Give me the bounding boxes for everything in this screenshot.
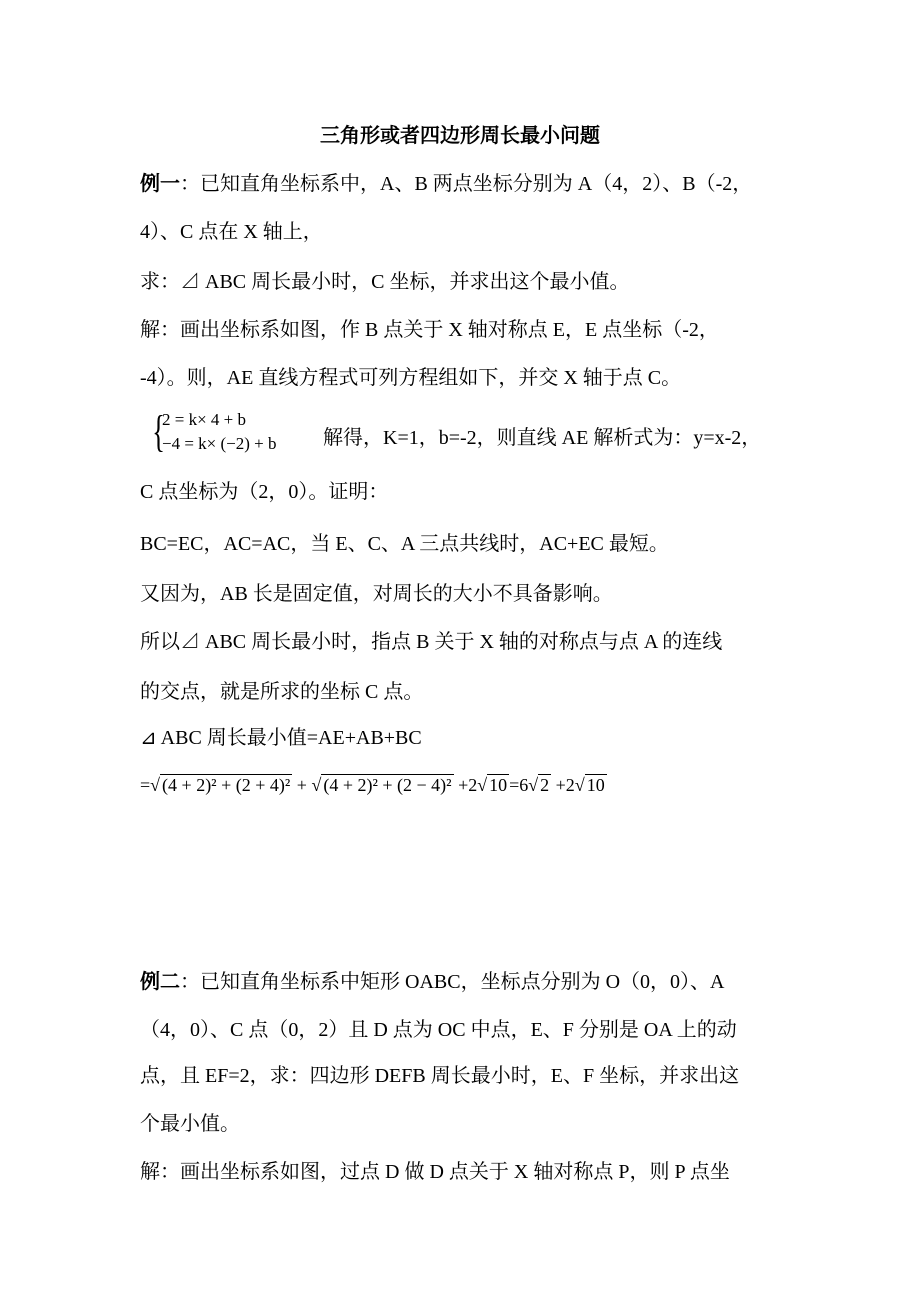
text: ：已知直角坐标系中矩形 OABC，坐标点分别为 O（0，0）、A [180, 971, 725, 993]
equation-system [148, 408, 277, 456]
text-line: 4）、C 点在 X 轴上， [140, 221, 323, 243]
example-label: 例一 [140, 173, 180, 195]
text-line: 个最小值。 [140, 1113, 240, 1135]
radicand: 10 [489, 775, 508, 795]
radicand: 10 [586, 775, 605, 795]
text-line: 又因为，AB 长是固定值，对周长的大小不具备影响。 [140, 583, 613, 605]
text: ：已知直角坐标系中，A、B 两点坐标分别为 A（4，2）、B（-2， [180, 173, 753, 195]
equation-1: 2 = k× 4 + b [162, 410, 247, 429]
f: =6 [509, 775, 529, 795]
text-line: 求：⊿ ABC 周长最小时，C 坐标，并求出这个最小值。 [140, 271, 630, 293]
text-line: C 点坐标为（2，0）。证明： [140, 481, 389, 503]
text-line: 解：画出坐标系如图，过点 D 做 D 点关于 X 轴对称点 P，则 P 点坐 [140, 1161, 730, 1183]
page-title: 三角形或者四边形周长最小问题 [320, 125, 600, 147]
text-line: 解：画出坐标系如图，作 B 点关于 X 轴对称点 E，E 点坐标（-2， [140, 319, 719, 341]
text-line: ⊿ ABC 周长最小值=AE+AB+BC [140, 727, 422, 749]
brace: { [152, 407, 165, 456]
text-line: 的交点，就是所求的坐标 C 点。 [140, 681, 424, 703]
text-line: -4）。则，AE 直线方程式可列方程组如下，并交 X 轴于点 C。 [140, 367, 682, 389]
example-2-line [140, 970, 724, 994]
radicand: (4 + 2)² + (2 − 4)² [323, 775, 452, 795]
equation-2: −4 = k× (−2) + b [162, 434, 277, 453]
text-line: （4，0）、C 点（0，2）且 D 点为 OC 中点，E、F 分别是 OA 上的动 [140, 1019, 737, 1041]
radicand: 2 [540, 775, 550, 795]
solution-text: 解得，K=1，b=-2，则直线 AE 解析式为：y=x-2， [323, 427, 762, 449]
perimeter-formula: =√ (4 + 2)² + (2 + 4)² + √ (4 + 2)² + (2 − 4)² +2√ 10 =6√ 2 +2√ 10 [140, 775, 605, 795]
f: +2 [453, 775, 478, 795]
f: + [292, 775, 312, 795]
f: = [140, 775, 151, 795]
example-label: 例二 [140, 971, 180, 993]
text-line: 所以⊿ ABC 周长最小时，指点 B 关于 X 轴的对称点与点 A 的连线 [140, 631, 723, 653]
example-1-line [140, 172, 752, 196]
radicand: (4 + 2)² + (2 + 4)² [162, 775, 291, 795]
text-line: 点，且 EF=2，求：四边形 DEFB 周长最小时，E、F 坐标，并求出这 [140, 1065, 740, 1087]
text-line: BC=EC，AC=AC，当 E、C、A 三点共线时，AC+EC 最短。 [140, 533, 669, 555]
f: +2 [551, 775, 575, 795]
